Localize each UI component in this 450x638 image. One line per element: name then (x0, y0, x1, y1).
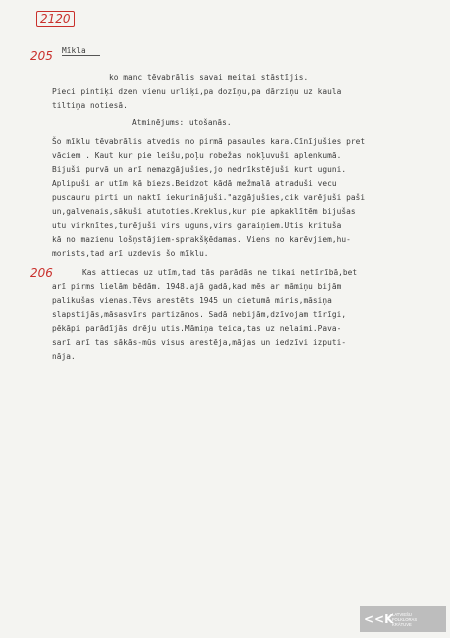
text-line: nāja. (52, 352, 76, 361)
logo-text (392, 612, 417, 627)
archive-code (36, 12, 75, 26)
text-line: Atminējums: utošanās. (132, 118, 232, 127)
text-line: puscauru pirti un naktī iekurinājuši."azgājušies,cik varējuši paši (52, 193, 366, 202)
archive-logo (360, 606, 446, 632)
text-line: Pieci pintiķi dzen vienu urliķi,pa dozīņu,pa dārziņu uz kaula (52, 87, 342, 96)
text-line: kā no mazienu lošņstājiem-sprakšķēdamas. Viens no karēvjiem,hu- (52, 235, 351, 244)
text-line: Aplipuši ar utīm kā biezs.Beidzot kādā mežmalā atraduši vecu (52, 179, 337, 188)
text-line: un,galvenais,sākuši atutoties.Kreklus,kur pie apkaklītēm bijušas (52, 207, 356, 216)
entry-number: 206 (30, 266, 53, 280)
logo-mark: <<K (364, 612, 394, 626)
text-line: utu virknītes,turējuši virs uguns,virs garaiņiem.Utis krituša (52, 221, 342, 230)
text-line: ko manc tēvabrālis savai meitai stāstījis. (109, 73, 309, 82)
text-line: sarī arī tas sākās-mūs visus arestēja,mājas un iedzīvi izputi- (52, 338, 347, 347)
entry-title: Mīkla (62, 46, 100, 56)
text-line: Kas attiecas uz utīm,tad tās parādās ne tikai netīrībā,bet (82, 268, 358, 277)
text-line: Bijuši purvā un arī nemazgājušies,jo nedrīkstējuši kurt uguni. (52, 165, 347, 174)
text-line: vāciem . Kaut kur pie leišu,poļu robežas nokļuvuši aplenkumā. (52, 151, 342, 160)
logo-line: LATVIEŠU (392, 611, 412, 617)
archive-code-box: 2120 (36, 11, 75, 27)
text-line: pēkāpi parādījās drēju utis.Māmiņa teica,tas uz nelaimi.Pava- (52, 324, 342, 333)
text-line: Šo mīklu tēvabrālis atvedis no pirmā pasaules kara.Cīnījušies pret (52, 137, 366, 146)
logo-line: KRĀTUVE (392, 621, 412, 627)
text-line: morists,tad arī uzdevis šo mīklu. (52, 249, 209, 258)
text-line: tiltiņa notiesā. (52, 101, 128, 110)
text-line: slapstijās,māsasvīrs partizānos. Sadā nebijām,dzīvojam tīrīgi, (52, 310, 347, 319)
text-line: palikušas vienas.Tēvs arestēts 1945 un cietumā miris,māsiņa (52, 296, 332, 305)
text-line: arī pirms lielām bēdām. 1948.ajā gadā,kad mēs ar māmiņu bijām (52, 282, 342, 291)
logo-line: FOLKLORAS (392, 616, 418, 622)
entry-number: 205 (30, 49, 53, 63)
